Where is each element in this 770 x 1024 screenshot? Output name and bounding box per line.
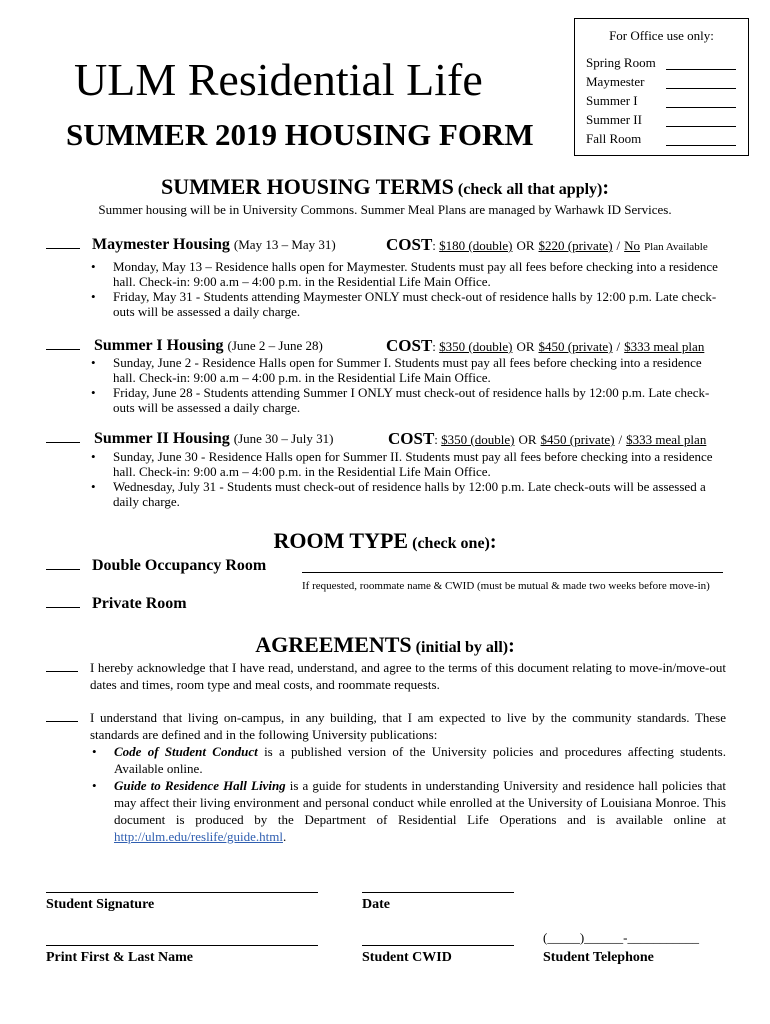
- cost-label: COST: [386, 235, 433, 254]
- check-blank[interactable]: [46, 595, 80, 608]
- cost-label: COST: [386, 336, 433, 355]
- pub-code-text: is a published version of the University policies and procedures affecting students. Available online.: [114, 744, 726, 776]
- term-bullets-summer-2: [89, 449, 727, 509]
- guide-link[interactable]: http://ulm.edu/reslife/guide.html: [114, 829, 283, 844]
- list-item: • Monday, May 13 – Residence halls open for Maymester. Students must pay all fees before checking into a residence hall. Check-in: 9:00 a.m – 4:00 p.m. in the Residential Life Main Office.: [89, 259, 727, 289]
- agreement-first-text: I hereby acknowledge that I have read, understand, and agree to the terms of this document relating to move-in/move-out dates and times, room type and meal costs, and roommate requests.: [90, 660, 726, 692]
- check-blank[interactable]: [46, 430, 80, 443]
- pub-guide-text: is a guide for students in understanding University and residence hall policies that may affect their living environment and personal conduct while enrolled at the University of Louisiana Monroe. This document is produced by the Department of Residential Life Operations and is available online at: [114, 778, 726, 827]
- office-row-label: Summer II: [586, 112, 642, 127]
- terms-heading-note: (check all that apply): [457, 181, 603, 198]
- term-row-summer-1: [46, 337, 323, 355]
- page-title: ULM Residential Life: [74, 54, 483, 105]
- cost-meal: $333 meal plan: [626, 432, 707, 447]
- office-row-fall: [586, 131, 738, 149]
- term-cost-summer-2: COST: $350 (double) OR $450 (private) / $333 meal plan: [388, 429, 707, 448]
- room-private-row: [46, 595, 187, 613]
- date-line[interactable]: [362, 891, 514, 893]
- cost-private: $450 (private): [540, 432, 615, 447]
- office-row-spring: [586, 55, 738, 73]
- term-title: Summer II Housing: [94, 430, 230, 447]
- terms-heading-title: SUMMER HOUSING TERMS: [160, 174, 454, 199]
- date-label: Date: [362, 897, 390, 912]
- term-title: Summer I Housing: [94, 337, 224, 354]
- agreements-heading-title: AGREEMENTS: [255, 632, 412, 657]
- list-item: • Friday, May 31 - Students attending Maymester ONLY must check-out of residence halls by 12:00 p.m. Late check-outs will be assessed a daily charge.: [89, 289, 727, 319]
- term-title: Maymester Housing: [92, 236, 230, 253]
- student-signature-label: Student Signature: [46, 897, 155, 912]
- term-cost-maymester: COST: $180 (double) OR $220 (private) / No Plan Available: [386, 235, 708, 254]
- office-row-label: Summer I: [586, 93, 638, 108]
- room-type-heading-colon: :: [489, 531, 497, 553]
- cost-double: $180 (double): [439, 238, 513, 253]
- check-blank[interactable]: [46, 236, 80, 249]
- room-type-heading-note: (check one): [412, 535, 490, 552]
- office-row-blank[interactable]: [666, 69, 736, 70]
- agreement-second: [46, 709, 726, 845]
- term-dates: (June 30 – July 31): [233, 431, 334, 446]
- list-item: • Sunday, June 2 - Residence Halls open for Summer I. Students must pay all fees before checking into a residence hall. Check-in: 9:00 a.m – 4:00 p.m. in the Residential Life Main Office.: [89, 355, 727, 385]
- office-row-blank[interactable]: [666, 145, 736, 146]
- roommate-input-line[interactable]: [302, 572, 723, 573]
- cost-or: OR: [516, 339, 535, 354]
- office-row-summer-2: [586, 112, 738, 130]
- cost-double: $350 (double): [439, 339, 513, 354]
- room-type-heading: [0, 528, 770, 554]
- cost-meal-no: No: [624, 238, 641, 253]
- room-double-label: Double Occupancy Room: [92, 557, 267, 574]
- list-item: • Wednesday, July 31 - Students must check-out of residence halls by 12:00 p.m. Late check-outs will be assessed a daily charge.: [89, 479, 727, 509]
- list-item: [90, 777, 726, 845]
- agreements-heading-colon: :: [508, 635, 515, 657]
- office-use-heading: For Office use only:: [609, 28, 714, 43]
- office-row-label: Maymester: [586, 74, 645, 89]
- office-row-blank[interactable]: [666, 88, 736, 89]
- terms-heading: [0, 174, 770, 200]
- publications-list: [90, 743, 726, 845]
- office-row-label: Spring Room: [586, 55, 656, 70]
- student-signature-line[interactable]: [46, 891, 318, 893]
- cost-meal-rest: Plan Available: [644, 241, 708, 253]
- term-bullets-maymester: [89, 259, 727, 319]
- initial-blank[interactable]: [46, 659, 78, 672]
- agreements-heading-note: (initial by all): [415, 639, 509, 656]
- check-blank[interactable]: [46, 337, 80, 350]
- cost-or: OR: [518, 432, 537, 447]
- cost-double: $350 (double): [441, 432, 515, 447]
- cost-slash: /: [618, 432, 623, 447]
- cost-label: COST: [388, 429, 435, 448]
- cost-or: OR: [516, 238, 535, 253]
- pub-guide-period: .: [282, 829, 287, 844]
- list-item: • Sunday, June 30 - Residence Halls open for Summer II. Students must pay all fees before checking into a residence hall. Check-in: 9:00 a.m – 4:00 p.m. in the Residential Life Main Office.: [89, 449, 727, 479]
- office-row-blank[interactable]: [666, 107, 736, 108]
- form-subtitle: SUMMER 2019 HOUSING FORM: [66, 117, 534, 152]
- agreements-heading: [0, 632, 770, 658]
- term-dates: (June 2 – June 28): [227, 338, 323, 353]
- cost-slash: /: [616, 339, 621, 354]
- initial-blank[interactable]: [46, 709, 78, 722]
- list-item: • Friday, June 28 - Students attending Summer I ONLY must check-out of residence halls by 12:00 p.m. Late check-outs will be assessed a daily charge.: [89, 385, 727, 415]
- room-double-row: [46, 557, 266, 575]
- term-row-maymester: [46, 236, 336, 254]
- telephone-field[interactable]: (_____)______-___________: [543, 930, 699, 945]
- office-row-label: Fall Room: [586, 131, 642, 146]
- cwid-label: Student CWID: [362, 950, 452, 965]
- check-blank[interactable]: [46, 557, 80, 570]
- cost-slash: /: [616, 238, 621, 253]
- print-name-line[interactable]: [46, 944, 318, 946]
- office-row-blank[interactable]: [666, 126, 736, 127]
- terms-intro: Summer housing will be in University Commons. Summer Meal Plans are managed by Warhawk ID Services.: [98, 202, 672, 217]
- term-dates: (May 13 – May 31): [233, 237, 336, 252]
- term-cost-summer-1: COST: $350 (double) OR $450 (private) / $333 meal plan: [386, 336, 705, 355]
- list-item: [90, 743, 726, 777]
- pub-guide-title: Guide to Residence Hall Living: [114, 778, 286, 793]
- cwid-line[interactable]: [362, 944, 514, 946]
- term-bullets-summer-1: [89, 355, 727, 415]
- agreement-second-text: I understand that living on-campus, in any building, that I am expected to live by the community standards. These standards are defined and in the following University publications:: [90, 710, 726, 742]
- cost-meal: $333 meal plan: [624, 339, 705, 354]
- room-private-label: Private Room: [92, 595, 187, 612]
- cost-private: $450 (private): [538, 339, 613, 354]
- office-use-box: [574, 18, 749, 156]
- roommate-note: If requested, roommate name & CWID (must be mutual & made two weeks before move-in): [302, 580, 710, 592]
- office-row-summer-1: [586, 93, 738, 111]
- room-type-heading-title: ROOM TYPE: [273, 528, 409, 553]
- cost-private: $220 (private): [538, 238, 613, 253]
- terms-heading-colon: :: [602, 177, 610, 199]
- agreement-first: [46, 659, 726, 693]
- pub-code-title: Code of Student Conduct: [114, 744, 258, 759]
- print-name-label: Print First & Last Name: [46, 950, 193, 965]
- term-row-summer-2: [46, 430, 333, 448]
- telephone-label: Student Telephone: [543, 950, 654, 965]
- office-row-maymester: [586, 74, 738, 92]
